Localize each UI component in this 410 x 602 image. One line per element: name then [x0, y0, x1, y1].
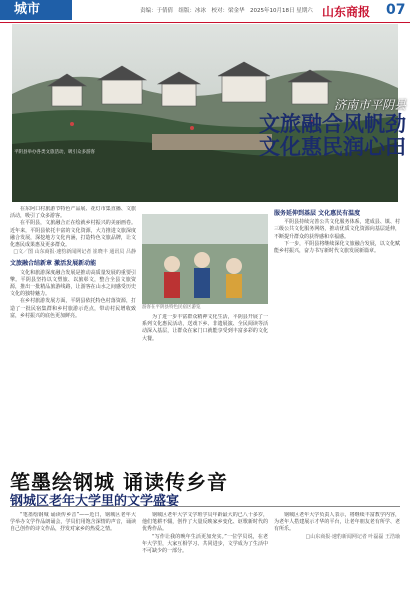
- story2-column-3: [274, 512, 400, 598]
- lead-photo-caption: 平阴县举办各类文旅活动，吸引众多游客: [14, 150, 95, 155]
- story1-subhead-1: 文旅融合结新章 激活发展新动能: [10, 260, 97, 268]
- story2-column-2: [142, 512, 268, 598]
- story1-body6: 下一步，平阴县将继续深化文旅融合发展，以文化赋能乡村振兴，奋力书写新时代文旅发展新篇章。: [274, 240, 400, 255]
- story2-body4: 钢城区老年大学负责人表示，将继续丰富教学内容，为老年人搭建展示才华的平台，让老年朋友老有所学、老有所乐。: [274, 512, 400, 533]
- page-number: 07: [386, 2, 406, 18]
- story2-subtitle: 钢城区老年大学里的文学盛宴: [10, 494, 180, 509]
- story1-lead: 在东阿口村旅游节特色产品展、花灯市集直播、文旅活动，吸引了众多游客。: [10, 206, 136, 220]
- story1-byline: □文／图 山东商报·速豹新闻网记者 崔晓丰 通讯员 吕静: [13, 249, 136, 256]
- story1-headline: [259, 96, 406, 159]
- story2-title: 笔墨绘钢城 诵读传乡音: [10, 470, 228, 494]
- story2-body3: “写作让我的晚年生活更加充实。”一位学员说，在老年大学里，大家互相学习、共同进步，文学成为了生活中不可缺少的一部分。: [142, 533, 268, 555]
- story2-body1: “笔墨绘钢城 诵读传乡音”——近日，钢城区老年大学举办文学作品朗诵会，学员们用饱含深情的声音，诵读自己创作的诗文作品，抒发对家乡的热爱之情。: [10, 512, 136, 533]
- story1-column-2: [142, 314, 268, 460]
- story2-column-1: [10, 512, 136, 598]
- story1-body4: 为了进一步丰富群众精神文化生活，平阴县开展了一系列文化惠民活动，送戏下乡、非遗展演、全民阅读等活动深入基层，让群众在家门口就能享受到丰富多彩的文化大餐。: [142, 314, 268, 342]
- inline-photo: [142, 214, 268, 304]
- story2-byline: □山东商报·速豹新闻网记者 叶磊磊 王浩瑜: [305, 533, 400, 540]
- story1-subhead-2: 服务延伸到基层 文化惠民有温度: [274, 210, 361, 217]
- page-header: [0, 0, 410, 23]
- story1-column-1: [10, 206, 136, 460]
- story1-column-3: [274, 206, 400, 460]
- story1-body3: 在乡村旅游发展方面，平阴县依托特色村落资源，打造了一批民宿集群和乡村旅游示范点，带动村民增收致富，乡村振兴的底色更加鲜亮。: [10, 298, 136, 319]
- inline-photo-caption: 游客在平阴县特色民宿区游览: [142, 305, 201, 310]
- story1-title-line2: 文化惠民润心田: [259, 135, 406, 159]
- story1-title-line1: 文旅融合风帆劲: [259, 112, 406, 136]
- story1-body5: 平阴县持续完善公共文化服务体系，建成县、镇、村三级公共文化服务网络，推动优质文化资源向基层延伸，不断提升群众的获得感和幸福感。: [274, 219, 400, 240]
- story2-divider: [10, 506, 400, 507]
- story2-body2: 钢城区老年大学文学班学员年龄最大的已八十多岁，他们笔耕不辍，创作了大量反映家乡变化、讴歌新时代的优秀作品。: [142, 512, 268, 533]
- edition-meta: 责编：于倩倩 组版：冰冰 校对：梁金华 2025年10月18日 星期六: [140, 8, 313, 14]
- inline-photo-image: [142, 214, 268, 304]
- newspaper-name: 山东商报: [322, 5, 371, 19]
- story1-body1: 在平阴县，文旅融合正在绘就乡村振兴的美丽画卷。近年来，平阴县依托丰富的文化资源，大力推进文旅深度融合发展，深挖地方文化内涵，打造特色文旅品牌，让文化惠民成果惠及更多群众。: [10, 220, 136, 249]
- story1-body2: 文化和旅游深度融合发展是推动高质量发展的重要引擎。平阴县坚持以文塑旅、以旅彰文，整合全县文旅资源，推出一批精品旅游线路，让游客在山水之间感受历史文化的独特魅力。: [10, 269, 136, 298]
- story1-location: 济南市平阴县: [333, 98, 406, 112]
- section-tag: 城市: [0, 0, 72, 20]
